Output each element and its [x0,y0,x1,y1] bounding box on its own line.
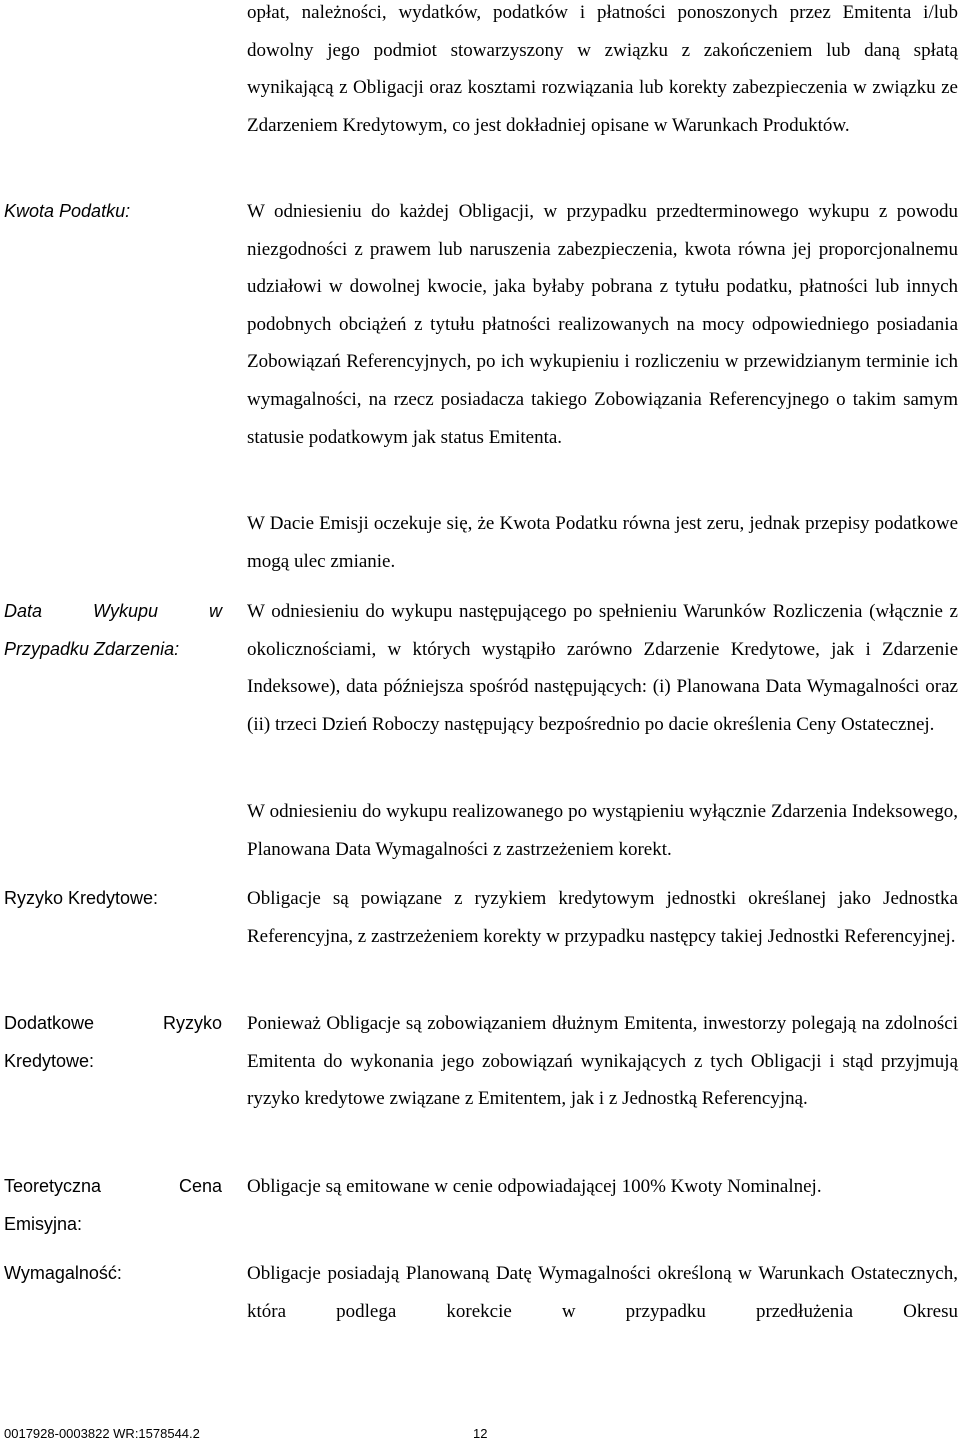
term-data-wykupu [4,593,222,668]
intro-paragraph: opłat, należności, wydatków, podatków i płatności ponoszonych przez Emitenta i/lub dowolny jego podmiot stowarzyszony w związku z zakończeniem lub daną spłatą wynikającą z Obligacji oraz kosztami rozwiązania lub korekty zabezpieczenia w związku ze Zdarzeniem Kredytowym, co jest dokładniej opisane w Warunkach Produktów. [247,2,958,136]
term-teoretyczna-cena [4,1168,222,1243]
term-teoretyczna-cena-line-1: Teoretyczna Cena [4,1176,222,1196]
definition-kwota-podatku-p2: W Dacie Emisji oczekuje się, że Kwota Podatku równa jest zeru, jednak przepisy podatkowe mogą ulec zmianie. [247,513,958,572]
definition-kwota-podatku-p1: W odniesieniu do każdej Obligacji, w przypadku przedterminowego wykupu z powodu niezgodności z prawem lub naruszenia zabezpieczenia, kwota równa jej proporcjonalnemu udziałowi w dowolnej kwocie, jaka byłaby pobrana z tytułu podatku, płatności lub innych podobnych obciążeń z tytułu płatności realizowanych na mocy odpowiedniego posiadania Zobowiązań Referencyjnych, po ich wykupieniu i rozliczeniu w przewidzianym terminie ich wymagalności, na rzecz posiadacza takiego Zobowiązania Referencyjnego o takim samym statusie podatkowym jak status Emitenta. [247,201,958,448]
definition-data-wykupu-p1: W odniesieniu do wykupu następującego po spełnieniu Warunków Rozliczenia (włącznie z okolicznościami, w których wystąpiło zarówno Zdarzenie Kredytowe, jak i Zdarzenie Indeksowe), data późniejsza spośród następujących: (i) Planowana Data Wymagalności oraz (ii) trzeci Dzień Roboczy następujący bezpośrednio po dacie określenia Ceny Ostatecznej. [247,601,958,735]
term-dodatkowe-ryzyko-line-2: Kredytowe: [4,1050,95,1071]
term-dodatkowe-ryzyko [4,1005,222,1080]
definition-teoretyczna-cena: Obligacje są emitowane w cenie odpowiadającej 100% Kwoty Nominalnej. [247,1176,822,1197]
definition-wymagalnosc: Obligacje posiadają Planowaną Datę Wymagalności określoną w Warunkach Ostatecznych, która podlega korekcie w przypadku przedłużenia Okresu [247,1263,958,1322]
definition-ryzyko-kredytowe: Obligacje są powiązane z ryzykiem kredytowym jednostki określanej jako Jednostka Referencyjna, z zastrzeżeniem korekty w przypadku następcy takiej Jednostki Referencyjnej. [247,888,958,947]
term-ryzyko-kredytowe: Ryzyko Kredytowe: [4,888,159,908]
term-data-wykupu-line-2: Przypadku Zdarzenia: [4,638,180,659]
term-wymagalnosc: Wymagalność: [4,1263,122,1283]
term-data-wykupu-line-1: Data Wykupu w [4,601,222,621]
term-kwota-podatku: Kwota Podatku: [4,201,131,221]
term-teoretyczna-cena-line-2: Emisyjna: [4,1213,83,1234]
footer-page-number: 12 [473,1426,488,1441]
term-dodatkowe-ryzyko-line-1: Dodatkowe Ryzyko [4,1013,222,1033]
footer-document-id: 0017928-0003822 WR:1578544.2 [4,1426,200,1441]
definition-data-wykupu-p2: W odniesieniu do wykupu realizowanego po wystąpieniu wyłącznie Zdarzenia Indeksowego, Planowana Data Wymagalności z zastrzeżeniem korekt. [247,801,958,860]
definition-dodatkowe-ryzyko: Ponieważ Obligacje są zobowiązaniem dłużnym Emitenta, inwestorzy polegają na zdolności Emitenta do wykonania jego zobowiązań wynikających z tych Obligacji i stąd przyjmują ryzyko kredytowe związane z Emitentem, jak i z Jednostką Referencyjną. [247,1013,958,1110]
